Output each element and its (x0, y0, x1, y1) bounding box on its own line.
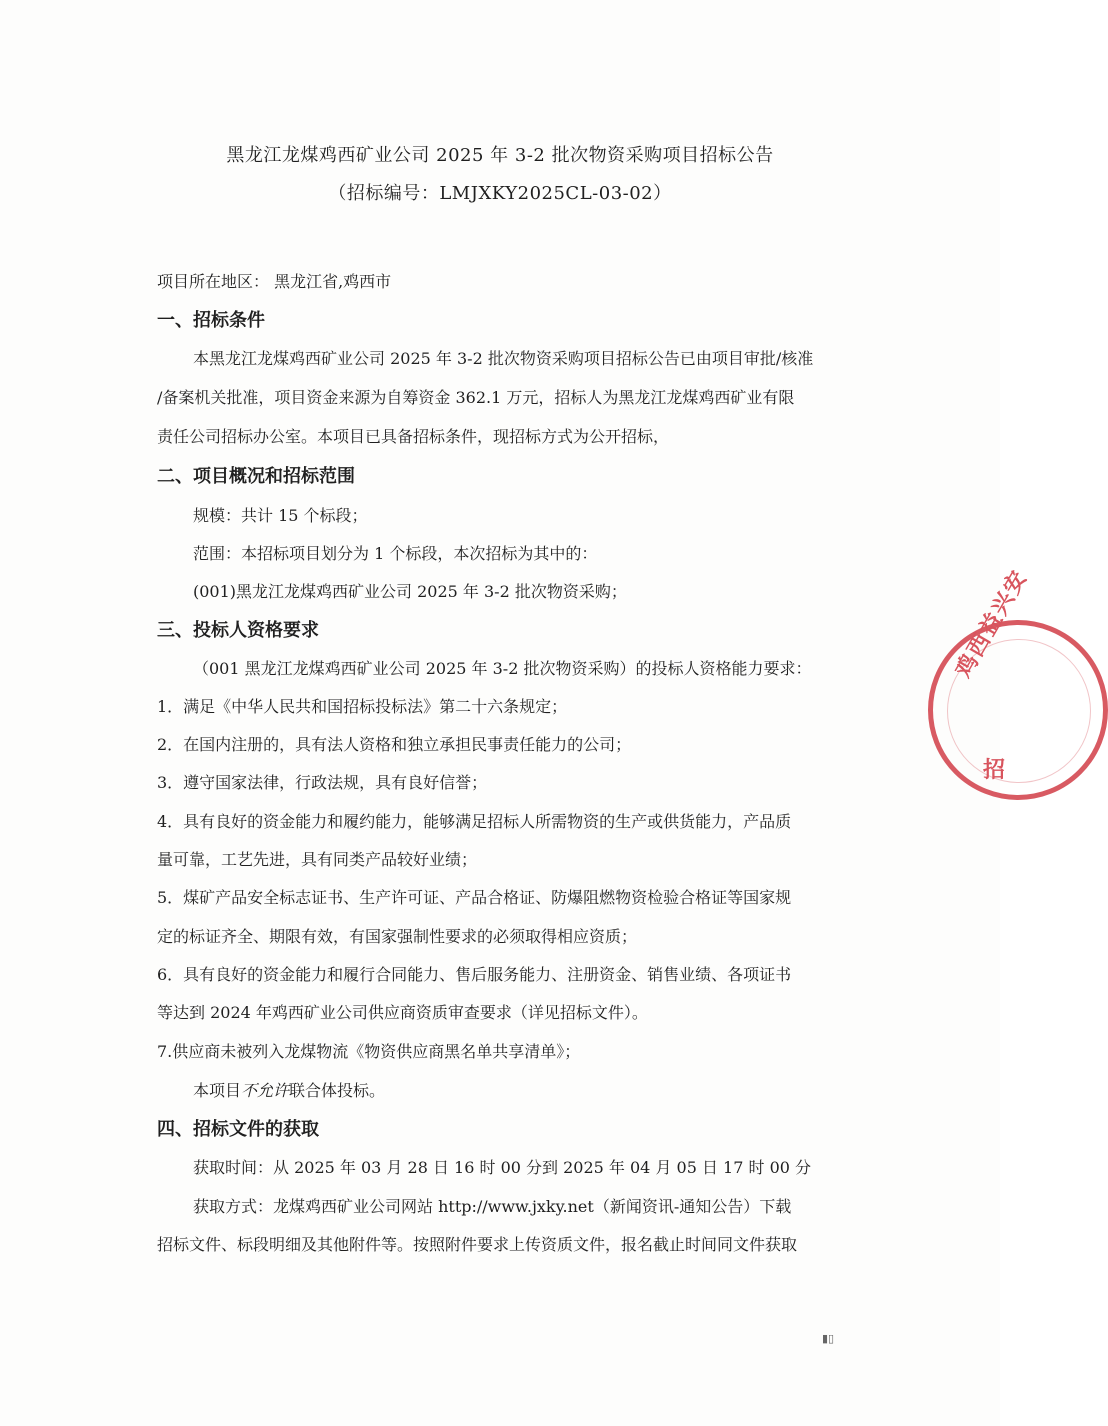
requirement-4-line-2: 量可靠，工艺先进，具有同类产品较好业绩； (157, 850, 478, 869)
section-2-heading: 二、项目概况和招标范围 (157, 466, 355, 487)
project-range: 范围：本招标项目划分为 1 个标段，本次招标为其中的： (193, 544, 598, 563)
lot-item: (001)黑龙江龙煤鸡西矿业公司 2025 年 3-2 批次物资采购； (193, 582, 627, 601)
consortium-note-pre: 本项目 (193, 1081, 242, 1100)
requirement-2: 2．在国内注册的，具有法人资格和独立承担民事责任能力的公司； (157, 735, 632, 754)
consortium-note (193, 1080, 385, 1102)
section-1-para-line-3: 责任公司招标办公室。本项目已具备招标条件，现招标方式为公开招标， (157, 427, 670, 446)
requirement-6-line-2: 等达到 2024 年鸡西矿业公司供应商资质审查要求（详见招标文件）。 (157, 1003, 648, 1022)
acquisition-time: 获取时间：从 2025 年 03 月 28 日 16 时 00 分到 2025 年 04 月 05 日 17 时 00 分 (193, 1158, 812, 1177)
tender-number: （招标编号：LMJXKY2025CL-03-02） (328, 183, 672, 204)
requirement-4-line-1: 4．具有良好的资金能力和履约能力，能够满足招标人所需物资的生产或供货能力，产品质 (157, 812, 792, 831)
consortium-note-emphasis: 不允许 (241, 1081, 290, 1100)
qualification-intro: （001 黑龙江龙煤鸡西矿业公司 2025 年 3-2 批次物资采购）的投标人资格能力要求： (193, 659, 812, 678)
company-seal (928, 565, 1108, 800)
acquisition-method-line-2: 招标文件、标段明细及其他附件等。按照附件要求上传资质文件，报名截止时间同文件获取 (157, 1235, 798, 1254)
document-title: 黑龙江龙煤鸡西矿业公司 2025 年 3-2 批次物资采购项目招标公告 (226, 145, 774, 166)
requirement-5-line-2: 定的标证齐全、期限有效，有国家强制性要求的必须取得相应资质； (157, 927, 638, 946)
consortium-note-post: 联合体投标。 (289, 1081, 386, 1100)
page-mark: ▮▯ (822, 1332, 835, 1345)
seal-text: 鸡西益兴安 (951, 565, 1033, 682)
requirement-5-line-1: 5．煤矿产品安全标志证书、生产许可证、产品合格证、防爆阻燃物资检验合格证等国家规 (157, 888, 792, 907)
section-4-heading: 四、招标文件的获取 (157, 1119, 319, 1140)
requirement-7: 7.供应商未被列入龙煤物流《物资供应商黑名单共享清单》； (157, 1042, 581, 1061)
acquisition-method-line-1: 获取方式：龙煤鸡西矿业公司网站 http://www.jxky.net（新闻资讯-通知公告）下载 (193, 1197, 792, 1216)
project-scale: 规模：共计 15 个标段； (193, 506, 368, 525)
section-1-para-line-1: 本黑龙江龙煤鸡西矿业公司 2025 年 3-2 批次物资采购项目招标公告已由项目审批/核准 (193, 349, 814, 368)
project-location: 项目所在地区： 黑龙江省,鸡西市 (157, 272, 392, 291)
requirement-6-line-1: 6．具有良好的资金能力和履行合同能力、售后服务能力、注册资金、销售业绩、各项证书 (157, 965, 792, 984)
section-1-para-line-2: /备案机关批准，项目资金来源为自筹资金 362.1 万元，招标人为黑龙江龙煤鸡西矿业有限 (157, 388, 795, 407)
requirement-1: 1．满足《中华人民共和国招标投标法》第二十六条规定； (157, 697, 568, 716)
section-1-heading: 一、招标条件 (157, 310, 265, 331)
section-3-heading: 三、投标人资格要求 (157, 620, 319, 641)
requirement-3: 3．遵守国家法律，行政法规，具有良好信誉； (157, 773, 488, 792)
seal-text-2: 招 (983, 758, 1006, 783)
